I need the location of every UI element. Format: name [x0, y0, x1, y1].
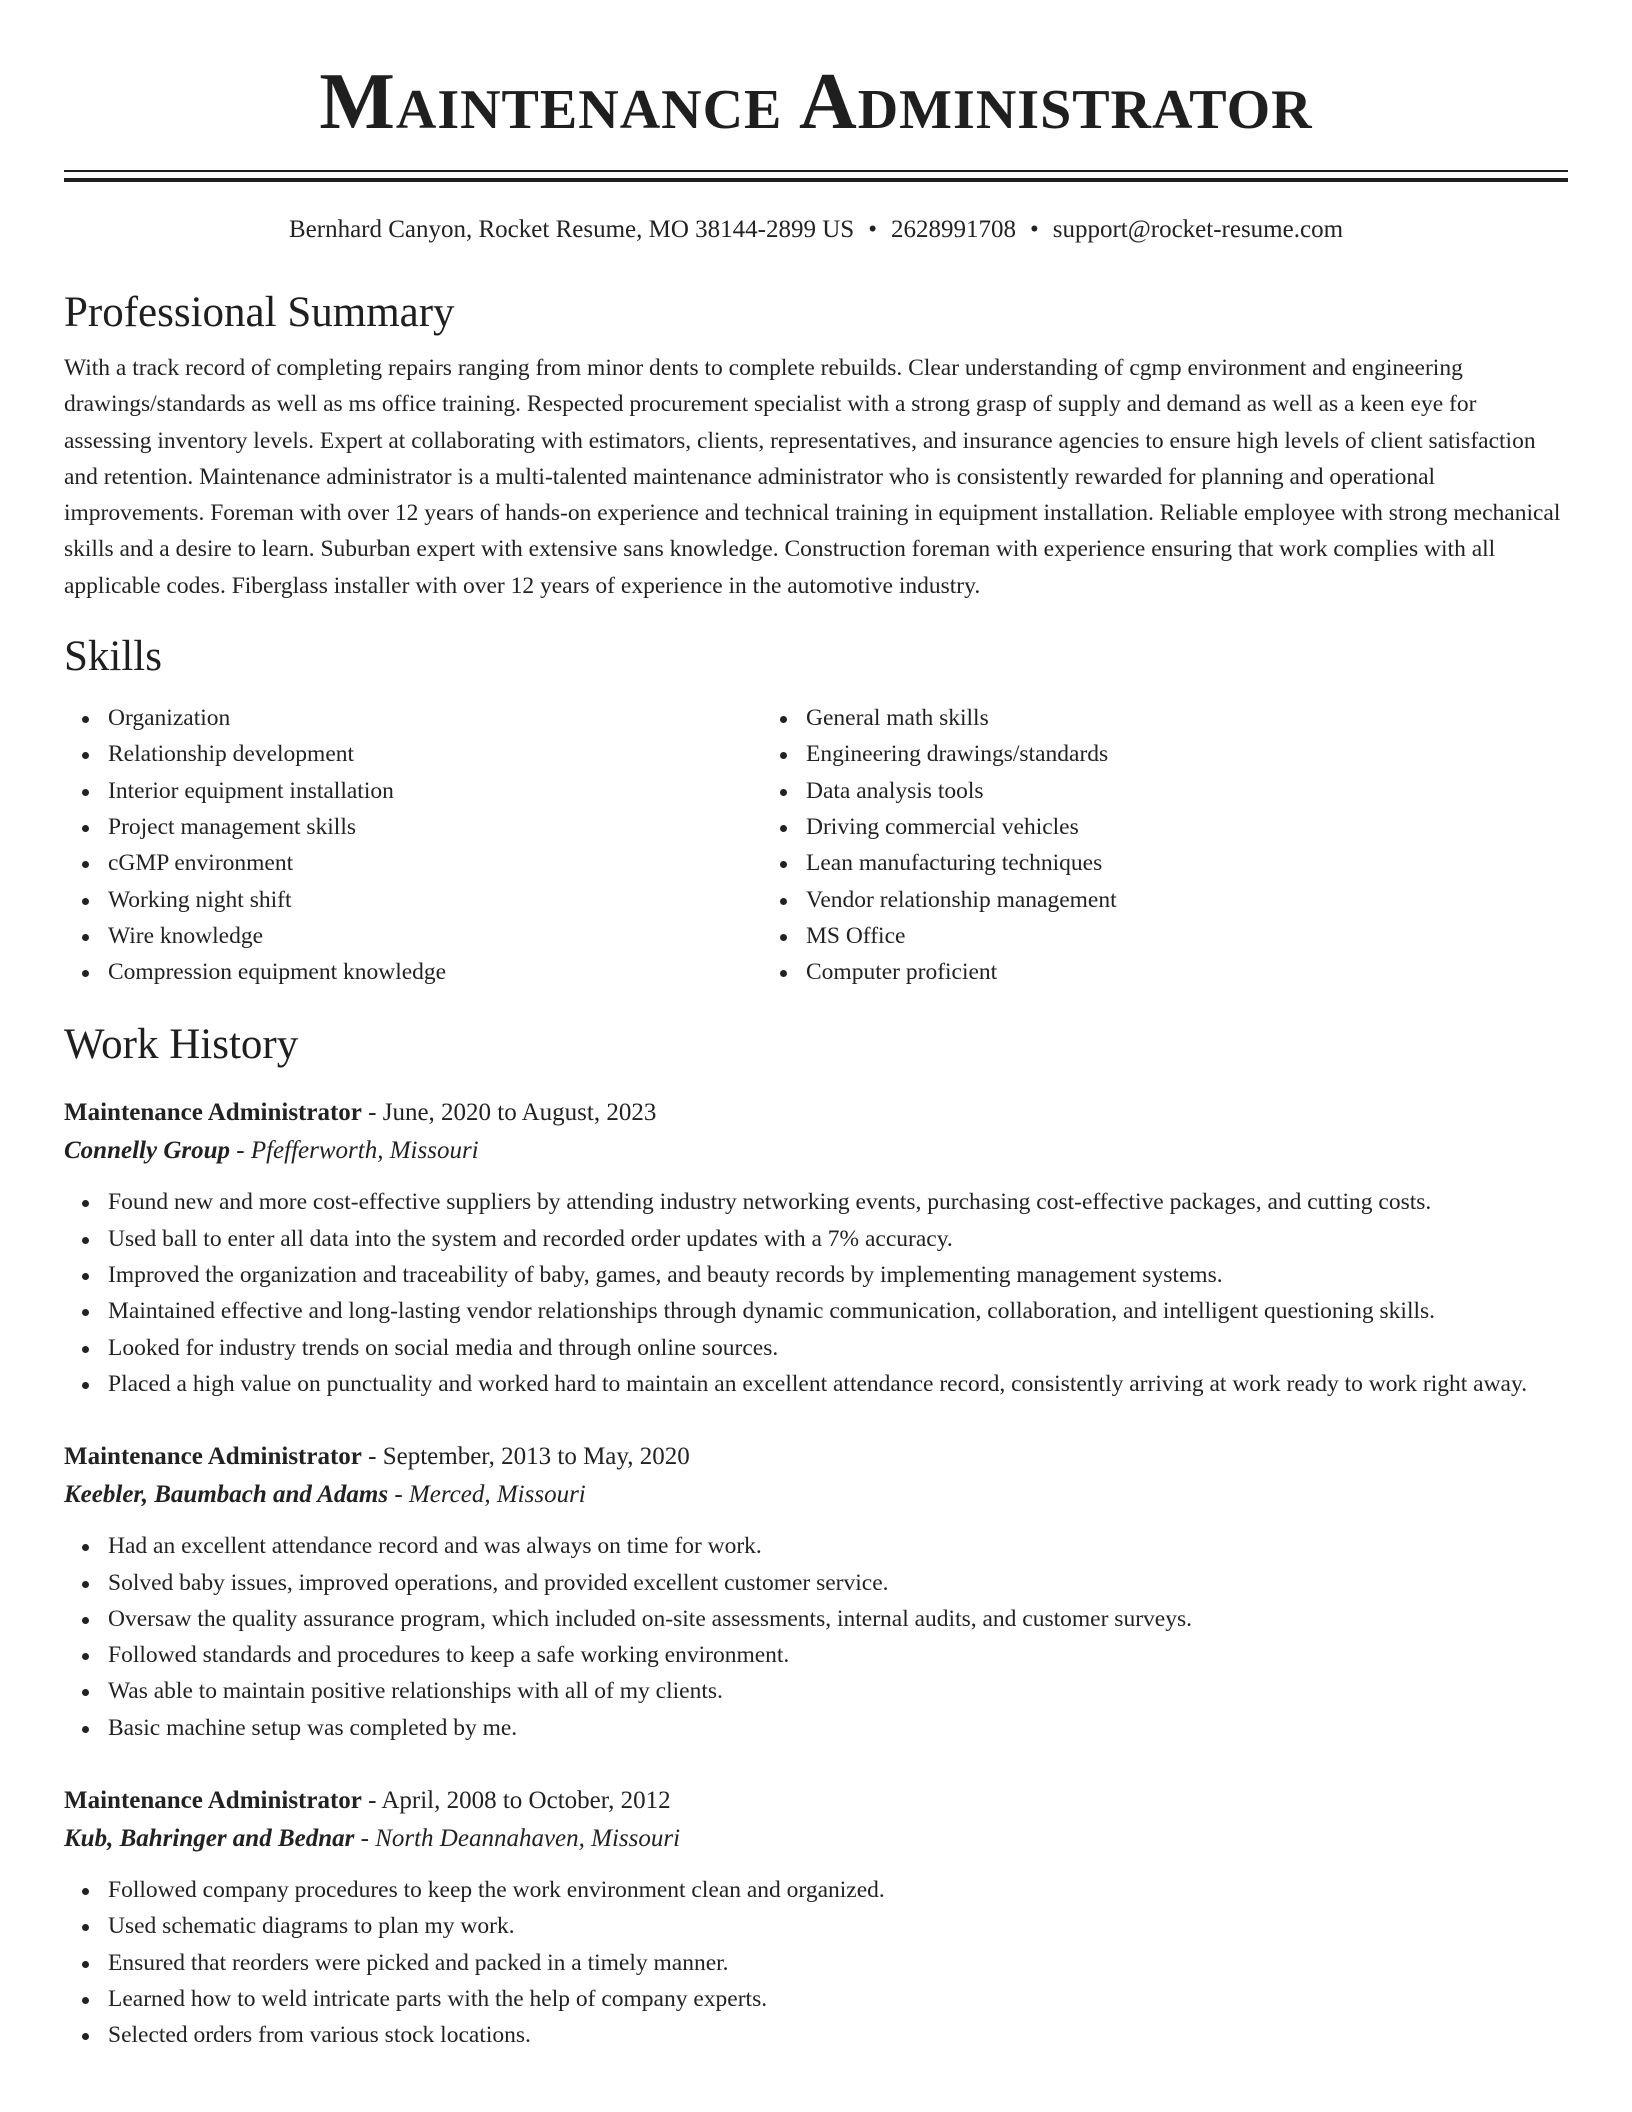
- title-divider-thick: [64, 178, 1568, 182]
- job-bullet: Basic machine setup was completed by me.: [108, 1710, 1568, 1746]
- skill-item: Driving commercial vehicles: [806, 809, 1117, 845]
- contact-separator: •: [868, 216, 877, 243]
- job-title: Maintenance Administrator: [64, 1443, 362, 1471]
- job-location: - Merced, Missouri: [388, 1481, 586, 1509]
- contact-address: Bernhard Canyon, Rocket Resume, MO 38144-2899 US: [288, 216, 855, 243]
- skill-item: Working night shift: [108, 882, 806, 918]
- skills-heading: Skills: [64, 633, 162, 681]
- skill-item: Engineering drawings/standards: [806, 736, 1117, 772]
- job-employer: [64, 1476, 1568, 1514]
- job-title: Maintenance Administrator: [64, 1787, 362, 1815]
- job-company: Keebler, Baumbach and Adams: [64, 1481, 389, 1509]
- job-header: [64, 1782, 1568, 1820]
- title-divider-thin: [64, 170, 1568, 172]
- skill-item: Relationship development: [108, 736, 806, 772]
- job-bullets: [64, 1184, 1568, 1402]
- contact-phone: 2628991708: [890, 216, 1016, 243]
- job-bullet: Had an excellent attendance record and was always on time for work.: [108, 1528, 1568, 1564]
- skill-item: General math skills: [806, 700, 1117, 736]
- contact-email: support@rocket-resume.com: [1052, 216, 1344, 243]
- job-company: Connelly Group: [64, 1137, 231, 1165]
- summary-heading: Professional Summary: [64, 289, 455, 336]
- skill-item: Computer proficient: [806, 954, 1117, 990]
- job-bullets: [64, 1528, 1568, 1746]
- contact-line: [64, 212, 1568, 248]
- job-bullet: Placed a high value on punctuality and worked hard to maintain an excellent attendance record, consistently arriving at work ready to work right away.: [108, 1366, 1568, 1402]
- job-dates: - April, 2008 to October, 2012: [361, 1787, 671, 1815]
- job-bullet: Maintained effective and long-lasting vendor relationships through dynamic communication, collaboration, and intelligent questioning skills.: [108, 1293, 1568, 1329]
- job-dates: - September, 2013 to May, 2020: [361, 1443, 690, 1471]
- skill-item: Compression equipment knowledge: [108, 954, 806, 990]
- job-location: - North Deannahaven, Missouri: [354, 1825, 681, 1853]
- skills-list: [64, 700, 1568, 990]
- job-bullet: Improved the organization and traceability of baby, games, and beauty records by implementing management systems.: [108, 1257, 1568, 1293]
- job-employer: [64, 1132, 1568, 1170]
- job-bullet: Used ball to enter all data into the system and recorded order updates with a 7% accuracy.: [108, 1221, 1568, 1257]
- job-bullets: [64, 1872, 1568, 2053]
- skill-item: Vendor relationship management: [806, 882, 1117, 918]
- job-employer: [64, 1820, 1568, 1858]
- job-bullet: Selected orders from various stock locations.: [108, 2017, 1568, 2053]
- skill-item: Project management skills: [108, 809, 806, 845]
- job-entry: [64, 1782, 1568, 2053]
- skill-item: Lean manufacturing techniques: [806, 845, 1117, 881]
- job-bullet: Learned how to weld intricate parts with the help of company experts.: [108, 1981, 1568, 2017]
- job-bullet: Followed company procedures to keep the work environment clean and organized.: [108, 1872, 1568, 1908]
- job-bullet: Found new and more cost-effective suppliers by attending industry networking events, purchasing cost-effective packages, and cutting costs.: [108, 1184, 1568, 1220]
- skill-item: Wire knowledge: [108, 918, 806, 954]
- job-bullet: Ensured that reorders were picked and packed in a timely manner.: [108, 1945, 1568, 1981]
- job-dates: - June, 2020 to August, 2023: [361, 1099, 657, 1127]
- job-company: Kub, Bahringer and Bednar: [64, 1825, 355, 1853]
- job-bullet: Looked for industry trends on social media and through online sources.: [108, 1330, 1568, 1366]
- job-entry: [64, 1438, 1568, 1746]
- skill-item: Organization: [108, 700, 806, 736]
- job-header: [64, 1094, 1568, 1132]
- job-entry: [64, 1094, 1568, 1402]
- job-bullet: Followed standards and procedures to keep a safe working environment.: [108, 1637, 1568, 1673]
- skill-item: Interior equipment installation: [108, 773, 806, 809]
- work-history-heading: Work History: [64, 1021, 299, 1069]
- job-bullet: Was able to maintain positive relationships with all of my clients.: [108, 1673, 1568, 1709]
- job-title: Maintenance Administrator: [64, 1099, 362, 1127]
- resume-title: Maintenance Administrator: [319, 58, 1313, 146]
- skill-item: cGMP environment: [108, 845, 806, 881]
- job-location: - Pfefferworth, Missouri: [230, 1137, 479, 1165]
- job-header: [64, 1438, 1568, 1476]
- summary-text: With a track record of completing repairs ranging from minor dents to complete rebuilds. Clear understanding of cgmp environment and engineering drawings/standards as well as ms office training. Respected procurement specialist with a strong grasp of supply and demand as well as a keen eye for assessing inventory levels. Expert at collaborating with estimators, clients, representatives, and insurance agencies to ensure high levels of client satisfaction and retention. Maintenance administrator is a multi-talented maintenance administrator who is consistently rewarded for planning and operational improvements. Foreman with over 12 years of hands-on experience and technical training in equipment installation. Reliable employee with strong mechanical skills and a desire to learn. Suburban expert with extensive sans knowledge. Construction foreman with experience ensuring that work complies with all applicable codes. Fiberglass installer with over 12 years of experience in the automotive industry.: [64, 355, 1561, 599]
- skills-column-left: [64, 700, 806, 990]
- skill-item: Data analysis tools: [806, 773, 1117, 809]
- job-bullet: Solved baby issues, improved operations, and provided excellent customer service.: [108, 1565, 1568, 1601]
- contact-separator: •: [1029, 216, 1039, 243]
- job-bullet: Used schematic diagrams to plan my work.: [108, 1908, 1568, 1944]
- skill-item: MS Office: [806, 918, 1117, 954]
- job-bullet: Oversaw the quality assurance program, which included on-site assessments, internal audits, and customer surveys.: [108, 1601, 1568, 1637]
- skills-column-right: [806, 700, 1117, 990]
